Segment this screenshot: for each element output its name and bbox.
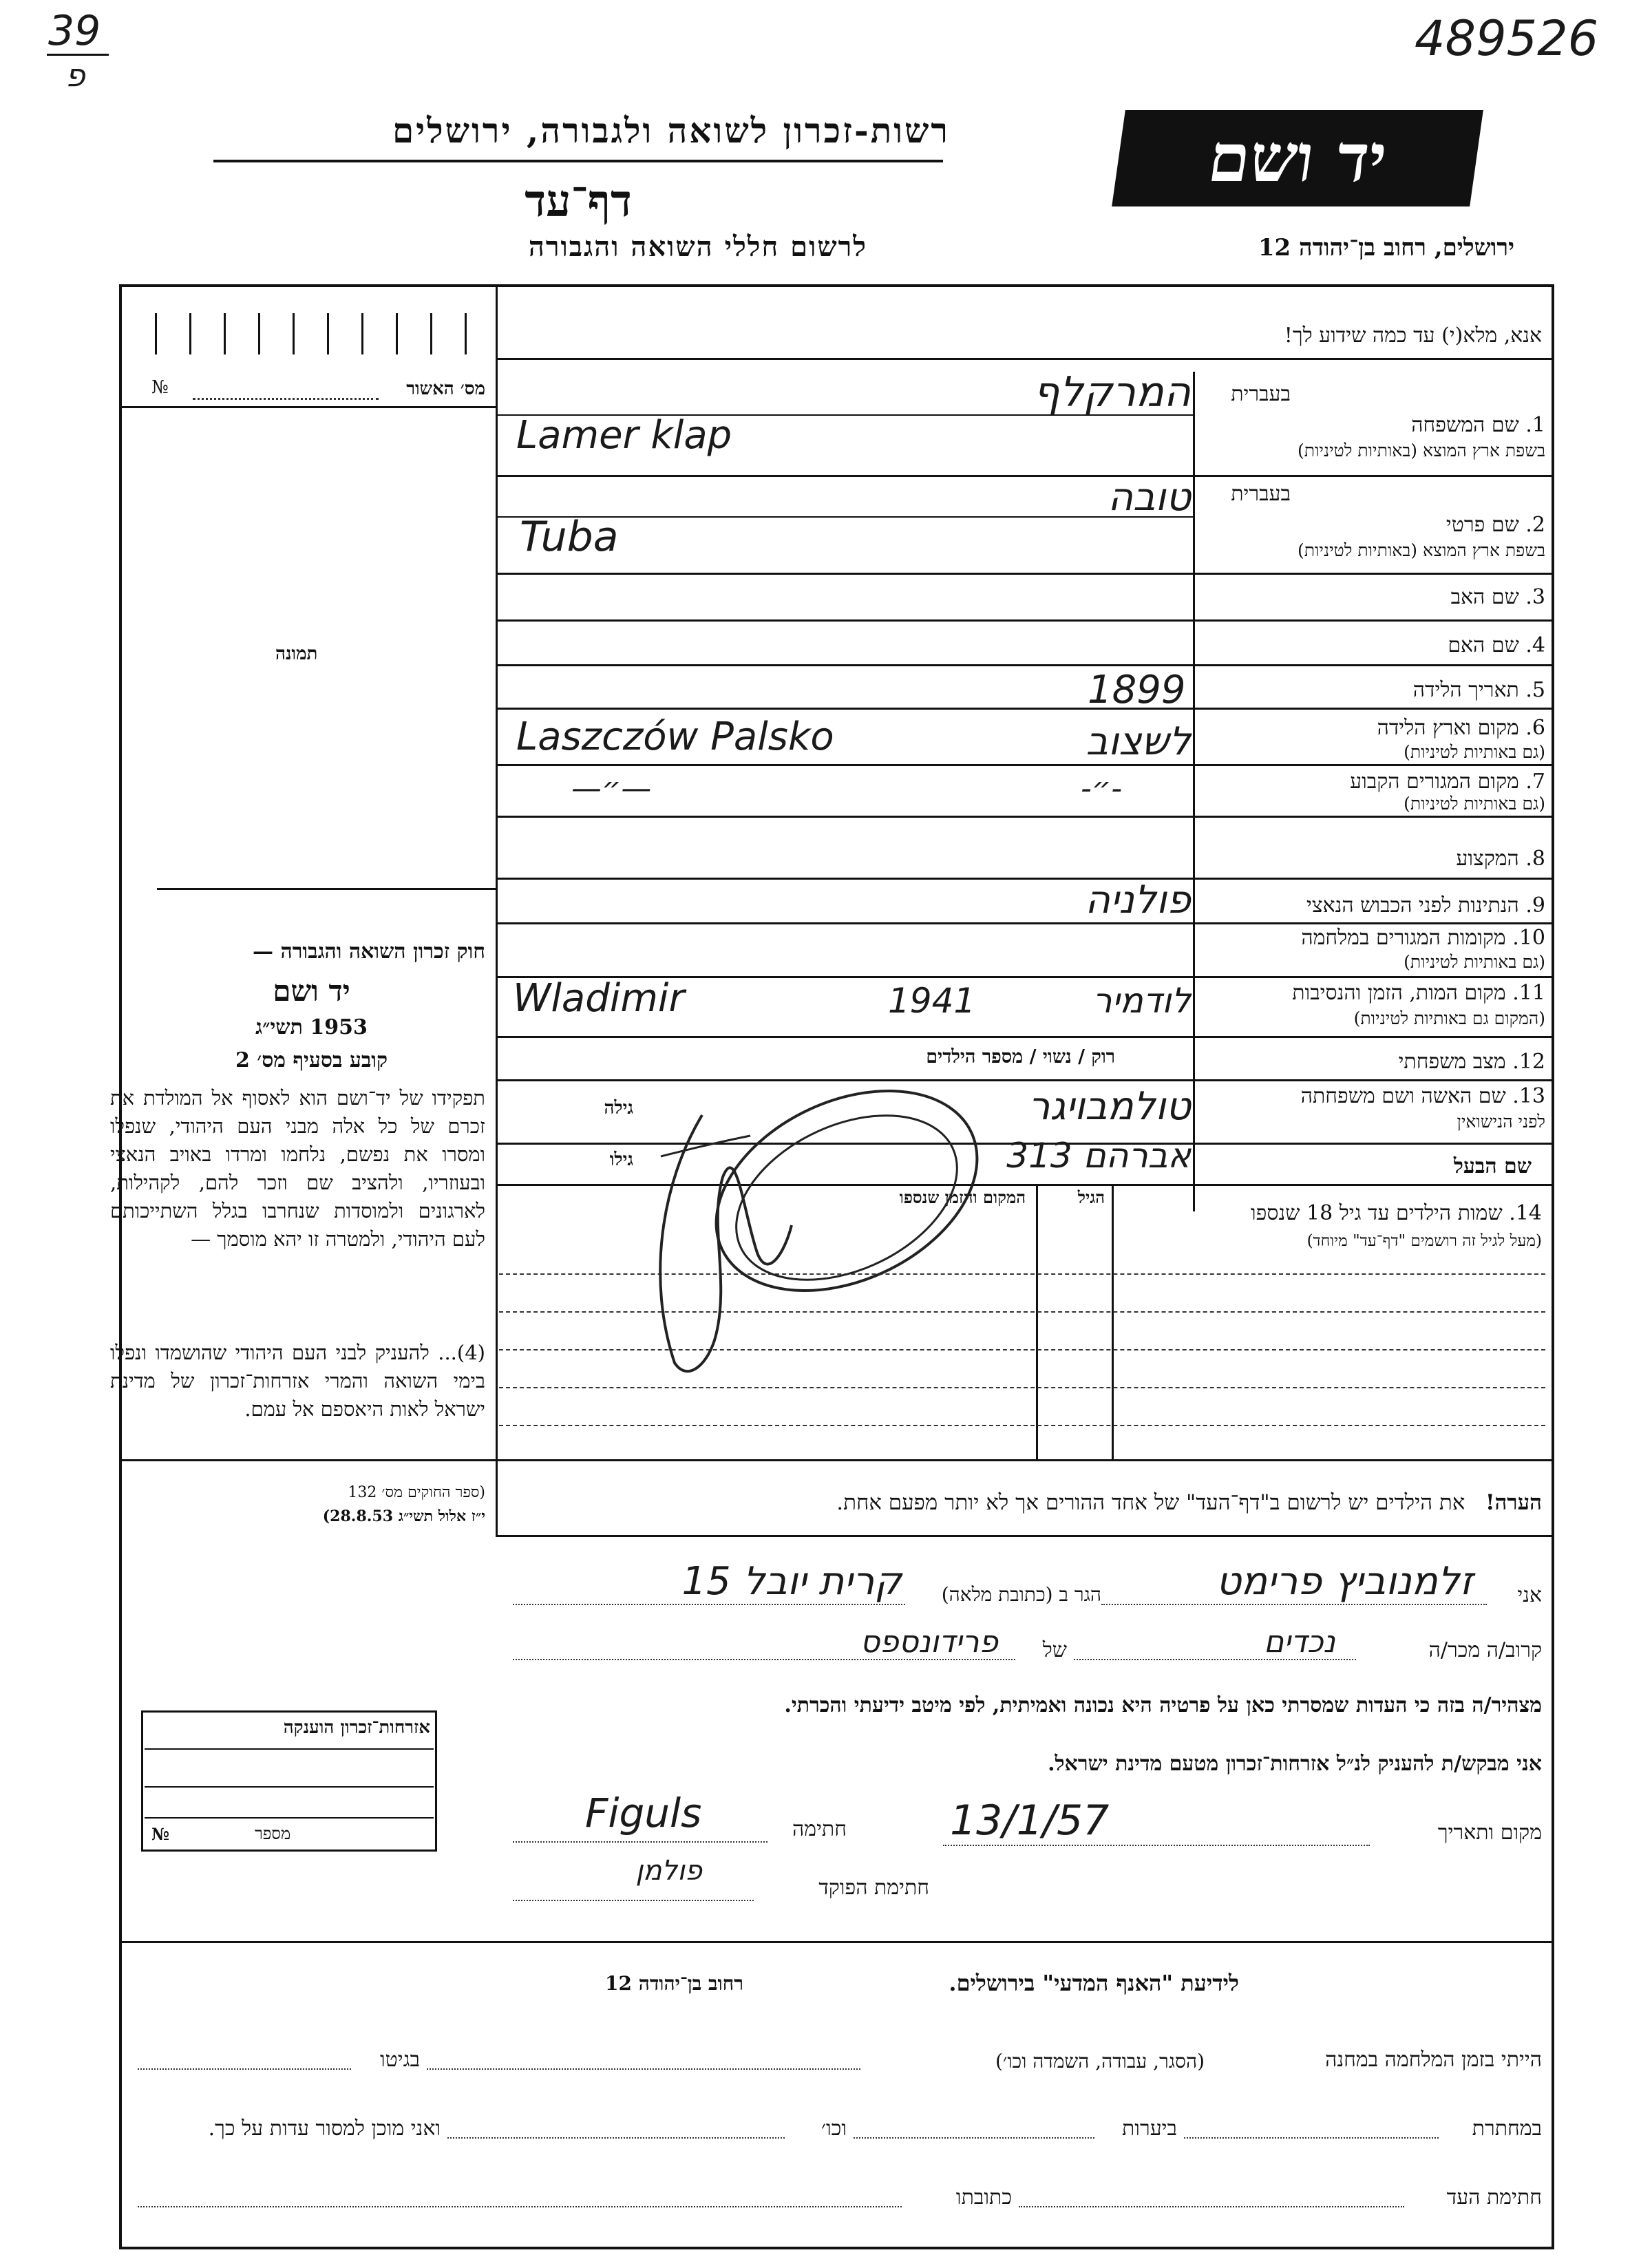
- f1-label-text: שם המשפחה: [1411, 413, 1519, 437]
- f4-number: 4.: [1525, 633, 1545, 657]
- f10-sub: (גם באותיות לטיניות): [1404, 952, 1545, 972]
- footer-divider: [120, 1941, 1552, 1943]
- f6-latin-value[interactable]: Laszczów Palsko: [516, 714, 834, 759]
- left-panel-border: [496, 284, 498, 1461]
- f1-sub: בשפת ארץ המוצא (באותיות לטיניות): [1298, 441, 1545, 460]
- row-sep-9: [496, 922, 1553, 924]
- husband-age-label: גילו: [609, 1149, 633, 1170]
- footer-witness-addr-field: [138, 2206, 902, 2207]
- f11-sub: (המקום גם באותיות לטיניות): [1353, 1008, 1545, 1028]
- f13-age-label: גילה: [604, 1098, 633, 1119]
- instruction-divider: [496, 358, 1553, 360]
- decl-signature-value[interactable]: Figuls: [585, 1790, 702, 1836]
- f13-number: 13.: [1512, 1084, 1545, 1108]
- decl-relation-field: [1074, 1659, 1356, 1660]
- decl-relation-value[interactable]: נכדים: [1264, 1624, 1335, 1660]
- f11-label: [1201, 981, 1545, 1005]
- law-name: יד ושם: [273, 974, 350, 1008]
- law-year: [138, 1015, 485, 1039]
- footer-line2-b: ביערות: [1121, 2117, 1177, 2141]
- f3-number: 3.: [1525, 585, 1545, 609]
- photo-label: תמונה: [275, 644, 318, 664]
- f11-label-text: מקום המות, הזמן והנסיבות: [1292, 981, 1506, 1005]
- row-sep-5: [496, 708, 1553, 710]
- org-line: רשות-זכרון לשואה ולגבורה, ירושלים: [392, 110, 950, 151]
- f7-heb-value[interactable]: -״-: [1081, 771, 1123, 806]
- note-left-border: [496, 1459, 498, 1536]
- f12-status: רוק / נשוי / מספר הילדים: [926, 1046, 1115, 1068]
- f13-sub: לפני הנישואין: [1457, 1112, 1545, 1132]
- f11-number: 11.: [1512, 981, 1545, 1005]
- page-title: דף־עד: [525, 176, 632, 227]
- f4-label: [1201, 633, 1545, 657]
- approval-divider: [120, 406, 496, 408]
- f14-col-age: הגיל: [1077, 1187, 1105, 1207]
- note-text: את הילדים יש לרשום ב"דף־העד" של אחד ההורים אך לא יותר מפעם אחת.: [836, 1490, 1465, 1515]
- footer-title: לידיעת "האנף המדעי" בירושלים.: [949, 1970, 1239, 1996]
- decl-shel: של: [1042, 1638, 1067, 1662]
- decl-officer-value[interactable]: פולמן: [635, 1855, 702, 1887]
- law-text: תפקידו של יד־ושם הוא לאסוף אל המולדת את זכרם של כל אלה מבני העם היהודי, שנפלו ומסרו את נפשם, נלחמו ומרדו באויב הנאצי ובעוזריו, ולהציב שם וזכר להם, לקהילות, לארגונים ולמוסדות שנחרבו בגלל השתייכותם לעם היהודי, ולמטרה זו יהא מוסמך —: [110, 1086, 485, 1251]
- decl-of-value[interactable]: פרידונספס: [860, 1624, 998, 1660]
- f5-value[interactable]: 1899: [1088, 668, 1186, 712]
- f5-number: 5.: [1525, 678, 1545, 702]
- f11-latin-value[interactable]: Wladimir: [513, 976, 685, 1021]
- decl-name-field: [1101, 1604, 1487, 1605]
- f7-label-text: מקום המגורים הקבוע: [1350, 770, 1519, 794]
- f2-latin-value[interactable]: Tuba: [520, 513, 619, 561]
- footer-line2-d: ואני מוכן למסור עדות על כך.: [208, 2117, 441, 2141]
- husband-label: שם הבעל: [1453, 1154, 1532, 1178]
- f12-number: 12.: [1512, 1050, 1545, 1074]
- header-address: ירושלים, רחוב בן־יהודה 12: [1258, 234, 1514, 262]
- decl-officer-field: [513, 1900, 754, 1901]
- row-sep-3: [496, 619, 1553, 622]
- f1-heb-value[interactable]: המרקלף: [1033, 368, 1191, 416]
- org-line-underline: [213, 160, 943, 162]
- note: [509, 1490, 1542, 1515]
- f9-label: [1201, 893, 1545, 918]
- f10-label: [1201, 926, 1545, 950]
- footer-line3-b: כתובתו: [955, 2185, 1012, 2209]
- row-sep-11: [496, 1036, 1553, 1038]
- law-title: חוק זכרון השואה והגבורה —: [253, 940, 485, 964]
- f14-sub: (מעל לגיל זה רושמים "דף־עד" מיוחד): [1306, 1232, 1542, 1250]
- husband-value[interactable]: אברהם 313: [1006, 1136, 1191, 1176]
- decl-statement: מצהיר/ה בזה כי העדות שמסרתי כאן על פרטיה היא נכונה ואמיתית, לפי מיטב ידיעתי והכרתי.: [784, 1693, 1542, 1717]
- footer-line1-b: (הסגר, עבודה, השמדה וכו׳): [995, 2050, 1205, 2073]
- footer-forests-field: [854, 2137, 1094, 2139]
- page-subtitle: לרשום חללי השואה והגבורה: [528, 231, 867, 263]
- f7-latin-value[interactable]: —״—: [571, 771, 652, 806]
- footer-camp-field: [427, 2068, 860, 2070]
- law-ref1: (ספר החוקים מס׳ 132: [348, 1484, 485, 1501]
- scribble-mark: [620, 1074, 1005, 1390]
- f3-label: [1201, 585, 1545, 609]
- page-mark-number: 39: [48, 7, 101, 55]
- citizenship-line1: [145, 1748, 434, 1750]
- photo-divider: [157, 888, 496, 890]
- f10-number: 10.: [1512, 926, 1545, 950]
- f12-label: [1201, 1050, 1545, 1074]
- f14-number: 14.: [1509, 1201, 1542, 1225]
- decl-request: אני מבקש/ת להעניק לנ״ל אזרחות־זכרון מטעם מדינת ישראל.: [1048, 1752, 1542, 1776]
- note-label: הערה!: [1485, 1490, 1542, 1515]
- f7-sub: (גם באותיות לטיניות): [1404, 794, 1545, 814]
- f13-label: [1201, 1084, 1545, 1108]
- decl-relative-label: קרוב/ה מכר/ה: [1428, 1638, 1542, 1662]
- footer-line2-c: וכו׳: [821, 2117, 847, 2141]
- f9-label-text: הנתינות לפני הכבוש הנאצי: [1306, 893, 1519, 918]
- f9-value[interactable]: פולניה: [1085, 878, 1191, 922]
- page-mark: [48, 7, 100, 55]
- logo-text: יד ושם: [1203, 119, 1392, 197]
- decl-ani: אני: [1517, 1583, 1542, 1607]
- f2-label: [1201, 513, 1545, 537]
- f14-label-text: שמות הילדים עד גיל 18 שנספו: [1251, 1201, 1503, 1225]
- f5-label-text: תאריך הלידה: [1412, 678, 1519, 702]
- f2-number: 2.: [1525, 513, 1545, 537]
- footer-line2-a: במחתרת: [1472, 2117, 1542, 2141]
- decl-signature-label: חתימה: [792, 1817, 847, 1841]
- f14-row-5: [499, 1425, 1545, 1426]
- footer-line3-a: חתימת העד: [1446, 2185, 1542, 2209]
- f14-col-div-2: [1036, 1184, 1038, 1459]
- f12-label-text: מצב משפחתי: [1398, 1050, 1506, 1074]
- logo: [1112, 110, 1483, 206]
- instruction: אנא, מלא(י) עד כמה שידוע לך!: [1284, 324, 1542, 348]
- f14-col-div-1: [1112, 1184, 1114, 1459]
- f14-label: [1115, 1201, 1542, 1225]
- f11-heb-value[interactable]: לודמיר: [1092, 981, 1191, 1021]
- citizenship-line3: [145, 1817, 434, 1819]
- f1-hebrew-label: בעברית: [1231, 382, 1291, 406]
- footer-witness-sig-field: [1019, 2206, 1404, 2207]
- decl-date-value[interactable]: 13/1/57: [950, 1797, 1110, 1845]
- page-mark-underline: [47, 54, 109, 56]
- law-ref2: י״ז אלול תשי״ג 28.8.53): [322, 1507, 485, 1525]
- f14-bottom: [120, 1459, 1552, 1461]
- approval-no: №: [151, 377, 169, 398]
- f13-value[interactable]: טולמבויגר: [1028, 1084, 1191, 1129]
- law-year-num: 1953: [310, 1015, 368, 1039]
- f8-number: 8.: [1525, 847, 1545, 871]
- f6-label: [1201, 716, 1545, 740]
- f14-col-place: המקום והזמן שנספו: [899, 1187, 1026, 1207]
- f11-year-value[interactable]: 1941: [888, 981, 976, 1021]
- f3-label-text: שם האב: [1450, 585, 1519, 609]
- f6-sub: (גם באותיות לטיניות): [1404, 742, 1545, 762]
- footer-ghetto-field: [138, 2068, 351, 2070]
- f7-label: [1201, 770, 1545, 794]
- record-number: 489526: [1415, 10, 1599, 67]
- footer-line1-c: בגיטו: [379, 2048, 420, 2072]
- decl-officer-label: חתימת הפוקד: [818, 1876, 929, 1900]
- footer-etc-field: [447, 2137, 785, 2139]
- f1-number: 1.: [1525, 413, 1545, 437]
- decl-name-value[interactable]: זלמנוביץ פרימט: [1216, 1559, 1473, 1604]
- f6-label-text: מקום וארץ הלידה: [1377, 716, 1519, 740]
- footer-underground-field: [1184, 2137, 1439, 2139]
- f2-sub: בשפת ארץ המוצא (באותיות לטיניות): [1298, 540, 1545, 560]
- citizenship-no-label: מספר: [255, 1824, 291, 1843]
- f8-label-text: המקצוע: [1456, 847, 1519, 871]
- decl-addr-value[interactable]: קרית יובל 15: [681, 1559, 902, 1604]
- law-section: קובע בסעיף מס׳ 2: [235, 1048, 388, 1072]
- fields-divider: [1193, 372, 1195, 1211]
- footer-line1-a: הייתי בזמן המלחמה במחנה: [1325, 2048, 1542, 2072]
- f5-label: [1201, 678, 1545, 702]
- row-sep-6: [496, 764, 1553, 766]
- f6-number: 6.: [1525, 716, 1545, 740]
- page-mark-sub: פ: [65, 56, 85, 94]
- f2-hebrew-label: בעברית: [1231, 482, 1291, 506]
- f6-heb-value[interactable]: לשצוב: [1086, 719, 1191, 764]
- f1-label: [1201, 413, 1545, 437]
- law-heb-year: תשי״ג: [255, 1015, 303, 1039]
- f2-heb-value[interactable]: טובה: [1108, 475, 1191, 520]
- citizenship-no: №: [151, 1824, 170, 1844]
- row-sep-2: [496, 573, 1553, 575]
- decl-place-date-field: [943, 1845, 1370, 1846]
- f4-label-text: שם האם: [1448, 633, 1519, 657]
- approval-label: מס׳ האשור: [406, 379, 485, 399]
- decl-addr-field: [513, 1604, 905, 1605]
- row-sep-4: [496, 664, 1553, 666]
- f8-label: [1201, 847, 1545, 871]
- f10-label-text: מקומות המגורים במלחמה: [1301, 926, 1506, 950]
- decl-of-field: [513, 1659, 1015, 1660]
- left-panel-ticks: [138, 313, 489, 354]
- f9-number: 9.: [1525, 893, 1545, 918]
- f13-label-text: שם האשה ושם משפחתה: [1300, 1084, 1506, 1108]
- decl-signature-field: [513, 1841, 767, 1843]
- approval-field: [193, 398, 379, 400]
- citizenship-title: אזרחות־זכרון הוענקה: [283, 1717, 430, 1738]
- decl-place-date-label: מקום ותאריך: [1437, 1821, 1542, 1845]
- note-divider: [496, 1535, 1553, 1537]
- footer-address: רחוב בן־יהודה 12: [605, 1972, 743, 1995]
- f2-label-text: שם פרטי: [1446, 513, 1519, 537]
- decl-resides: הגר ב (כתובת מלאה): [941, 1583, 1101, 1606]
- f7-number: 7.: [1525, 770, 1545, 794]
- row-sep-7: [496, 816, 1553, 818]
- citizenship-line2: [145, 1786, 434, 1788]
- law-clause: (4)... להעניק לבני העם היהודי שהושמדו ונפלו בימי השואה והמרי אזרחות־זכרון של מדינת ישראל לאות היאספם אל עמם.: [110, 1341, 485, 1421]
- f1-latin-value[interactable]: Lamer klap: [516, 413, 732, 458]
